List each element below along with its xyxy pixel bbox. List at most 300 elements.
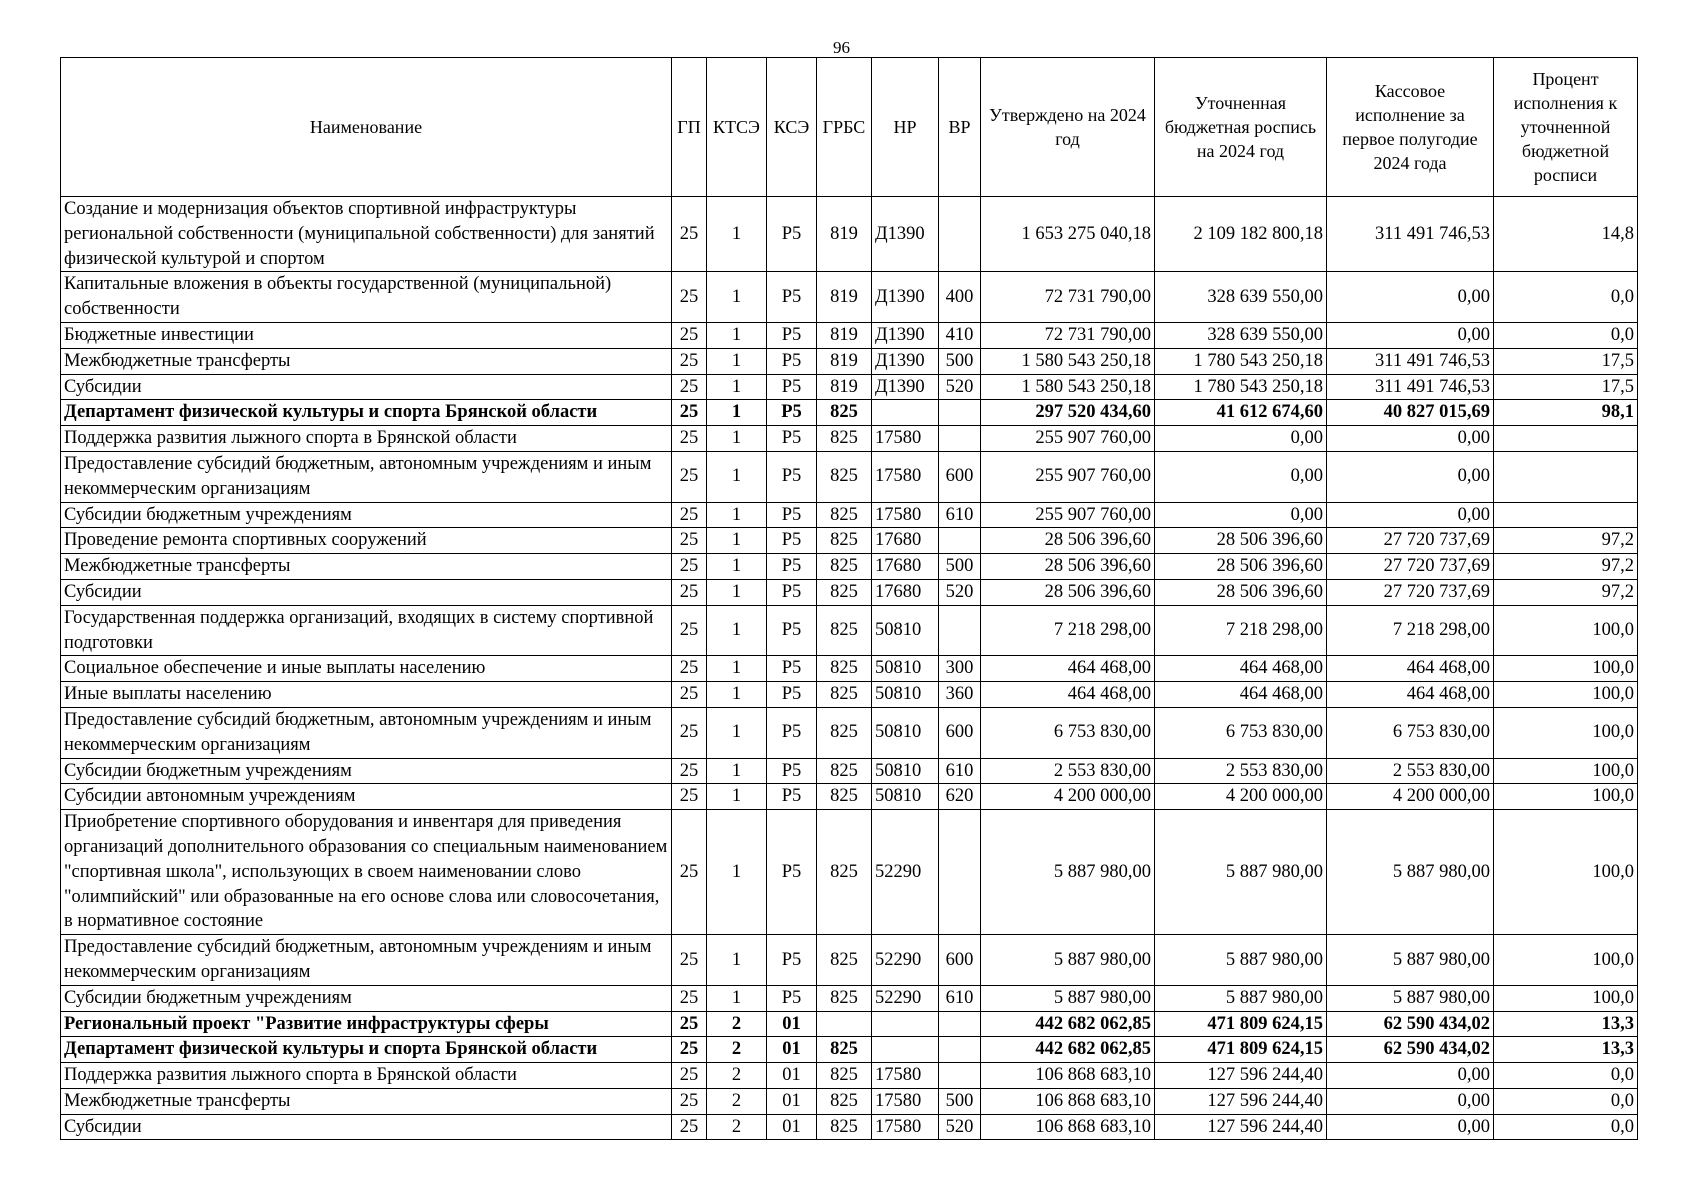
cell-ktse: 1 — [707, 322, 767, 348]
cell-nr — [872, 400, 939, 426]
header-nr: НР — [872, 58, 939, 197]
cell-name: Капитальные вложения в объекты государственной (муниципальной) собственности — [61, 272, 672, 323]
cell-cash: 62 590 434,02 — [1327, 1037, 1494, 1063]
cell-percent: 100,0 — [1494, 682, 1638, 708]
cell-refined: 127 596 244,40 — [1155, 1088, 1327, 1114]
cell-gp: 25 — [672, 374, 707, 400]
cell-approved: 442 682 062,85 — [981, 1011, 1155, 1037]
cell-nr: Д1390 — [872, 272, 939, 323]
table-row — [61, 1114, 1638, 1140]
cell-name: Предоставление субсидий бюджетным, автономным учреждениям и иным некоммерческим организациям — [61, 707, 672, 758]
cell-grbs: 825 — [817, 1114, 872, 1140]
cell-kse: Р5 — [767, 707, 817, 758]
cell-kse: Р5 — [767, 784, 817, 810]
cell-kse: 01 — [767, 1011, 817, 1037]
budget-table — [60, 57, 1638, 1140]
cell-gp: 25 — [672, 579, 707, 605]
cell-refined: 127 596 244,40 — [1155, 1114, 1327, 1140]
cell-nr: 50810 — [872, 656, 939, 682]
cell-approved: 2 553 830,00 — [981, 758, 1155, 784]
cell-name: Субсидии автономным учреждениям — [61, 784, 672, 810]
cell-percent: 0,0 — [1494, 1114, 1638, 1140]
cell-ktse: 1 — [707, 197, 767, 272]
cell-ktse: 1 — [707, 985, 767, 1011]
cell-kse: Р5 — [767, 682, 817, 708]
cell-cash: 40 827 015,69 — [1327, 400, 1494, 426]
cell-refined: 0,00 — [1155, 451, 1327, 502]
cell-approved: 5 887 980,00 — [981, 985, 1155, 1011]
cell-approved: 106 868 683,10 — [981, 1114, 1155, 1140]
cell-ktse: 1 — [707, 528, 767, 554]
cell-kse: Р5 — [767, 579, 817, 605]
cell-percent — [1494, 451, 1638, 502]
cell-refined: 464 468,00 — [1155, 682, 1327, 708]
cell-ktse: 1 — [707, 707, 767, 758]
table-row — [61, 579, 1638, 605]
cell-refined: 2 109 182 800,18 — [1155, 197, 1327, 272]
cell-grbs: 819 — [817, 272, 872, 323]
cell-percent: 98,1 — [1494, 400, 1638, 426]
cell-percent: 0,0 — [1494, 322, 1638, 348]
cell-approved: 5 887 980,00 — [981, 935, 1155, 986]
cell-kse: Р5 — [767, 400, 817, 426]
cell-gp: 25 — [672, 1011, 707, 1037]
cell-kse: Р5 — [767, 810, 817, 935]
cell-cash: 0,00 — [1327, 426, 1494, 452]
cell-kse: Р5 — [767, 985, 817, 1011]
cell-percent: 100,0 — [1494, 707, 1638, 758]
cell-nr: 52290 — [872, 935, 939, 986]
cell-nr: 50810 — [872, 682, 939, 708]
cell-kse: Р5 — [767, 322, 817, 348]
cell-grbs: 825 — [817, 1063, 872, 1089]
cell-ktse: 1 — [707, 374, 767, 400]
table-row — [61, 400, 1638, 426]
cell-refined: 0,00 — [1155, 426, 1327, 452]
cell-refined: 5 887 980,00 — [1155, 935, 1327, 986]
cell-cash: 0,00 — [1327, 1114, 1494, 1140]
cell-grbs: 819 — [817, 322, 872, 348]
cell-kse: Р5 — [767, 554, 817, 580]
cell-refined: 28 506 396,60 — [1155, 579, 1327, 605]
cell-refined: 6 753 830,00 — [1155, 707, 1327, 758]
cell-ktse: 1 — [707, 272, 767, 323]
header-gp: ГП — [672, 58, 707, 197]
cell-name: Межбюджетные трансферты — [61, 348, 672, 374]
cell-percent: 0,0 — [1494, 272, 1638, 323]
cell-grbs: 819 — [817, 197, 872, 272]
cell-grbs: 825 — [817, 426, 872, 452]
cell-name: Межбюджетные трансферты — [61, 1088, 672, 1114]
cell-vr — [939, 528, 981, 554]
cell-grbs: 825 — [817, 985, 872, 1011]
cell-gp: 25 — [672, 656, 707, 682]
cell-refined: 5 887 980,00 — [1155, 985, 1327, 1011]
table-row — [61, 426, 1638, 452]
cell-cash: 7 218 298,00 — [1327, 605, 1494, 656]
table-row — [61, 554, 1638, 580]
cell-refined: 28 506 396,60 — [1155, 554, 1327, 580]
cell-ktse: 1 — [707, 426, 767, 452]
cell-grbs: 825 — [817, 528, 872, 554]
cell-kse: Р5 — [767, 656, 817, 682]
header-kse: КСЭ — [767, 58, 817, 197]
cell-kse: Р5 — [767, 502, 817, 528]
table-row — [61, 605, 1638, 656]
cell-grbs: 825 — [817, 502, 872, 528]
cell-approved: 1 580 543 250,18 — [981, 348, 1155, 374]
cell-refined: 0,00 — [1155, 502, 1327, 528]
cell-approved: 1 653 275 040,18 — [981, 197, 1155, 272]
cell-cash: 0,00 — [1327, 1088, 1494, 1114]
cell-percent: 13,3 — [1494, 1037, 1638, 1063]
cell-gp: 25 — [672, 272, 707, 323]
cell-name: Субсидии бюджетным учреждениям — [61, 985, 672, 1011]
cell-name: Субсидии бюджетным учреждениям — [61, 758, 672, 784]
cell-vr: 610 — [939, 758, 981, 784]
cell-nr: 50810 — [872, 784, 939, 810]
cell-kse: Р5 — [767, 451, 817, 502]
cell-grbs: 819 — [817, 348, 872, 374]
table-row — [61, 707, 1638, 758]
cell-gp: 25 — [672, 322, 707, 348]
cell-vr: 500 — [939, 348, 981, 374]
cell-percent: 100,0 — [1494, 656, 1638, 682]
cell-percent: 97,2 — [1494, 528, 1638, 554]
cell-vr: 300 — [939, 656, 981, 682]
cell-grbs: 825 — [817, 1088, 872, 1114]
cell-approved: 464 468,00 — [981, 656, 1155, 682]
cell-percent — [1494, 426, 1638, 452]
cell-approved: 28 506 396,60 — [981, 554, 1155, 580]
cell-refined: 328 639 550,00 — [1155, 322, 1327, 348]
cell-name: Поддержка развития лыжного спорта в Брянской области — [61, 1063, 672, 1089]
cell-refined: 127 596 244,40 — [1155, 1063, 1327, 1089]
header-ktse: КТСЭ — [707, 58, 767, 197]
cell-grbs: 825 — [817, 784, 872, 810]
cell-percent: 0,0 — [1494, 1088, 1638, 1114]
cell-vr: 600 — [939, 451, 981, 502]
cell-refined: 41 612 674,60 — [1155, 400, 1327, 426]
cell-gp: 25 — [672, 451, 707, 502]
cell-nr: 50810 — [872, 707, 939, 758]
cell-cash: 0,00 — [1327, 502, 1494, 528]
table-row — [61, 502, 1638, 528]
cell-nr: 17580 — [872, 451, 939, 502]
table-row — [61, 348, 1638, 374]
cell-vr: 500 — [939, 1088, 981, 1114]
header-percent: Процент исполнения к уточненной бюджетной росписи — [1494, 58, 1638, 197]
cell-nr: 50810 — [872, 605, 939, 656]
cell-gp: 25 — [672, 426, 707, 452]
header-approved: Утверждено на 2024 год — [981, 58, 1155, 197]
table-row — [61, 784, 1638, 810]
cell-gp: 25 — [672, 810, 707, 935]
cell-refined: 28 506 396,60 — [1155, 528, 1327, 554]
cell-percent: 17,5 — [1494, 348, 1638, 374]
cell-gp: 25 — [672, 784, 707, 810]
cell-percent: 14,8 — [1494, 197, 1638, 272]
cell-cash: 27 720 737,69 — [1327, 528, 1494, 554]
cell-ktse: 1 — [707, 656, 767, 682]
cell-cash: 27 720 737,69 — [1327, 579, 1494, 605]
cell-kse: Р5 — [767, 272, 817, 323]
cell-grbs: 825 — [817, 400, 872, 426]
cell-nr: Д1390 — [872, 322, 939, 348]
cell-ktse: 1 — [707, 554, 767, 580]
cell-grbs: 825 — [817, 758, 872, 784]
table-row — [61, 656, 1638, 682]
cell-name: Субсидии — [61, 1114, 672, 1140]
cell-percent: 100,0 — [1494, 605, 1638, 656]
cell-ktse: 1 — [707, 758, 767, 784]
cell-ktse: 1 — [707, 400, 767, 426]
header-vr: ВР — [939, 58, 981, 197]
cell-vr: 500 — [939, 554, 981, 580]
table-row — [61, 1088, 1638, 1114]
cell-cash: 311 491 746,53 — [1327, 197, 1494, 272]
cell-vr: 600 — [939, 707, 981, 758]
cell-cash: 4 200 000,00 — [1327, 784, 1494, 810]
cell-name: Иные выплаты населению — [61, 682, 672, 708]
cell-approved: 6 753 830,00 — [981, 707, 1155, 758]
cell-percent — [1494, 502, 1638, 528]
cell-name: Бюджетные инвестиции — [61, 322, 672, 348]
cell-cash: 62 590 434,02 — [1327, 1011, 1494, 1037]
table-row — [61, 197, 1638, 272]
cell-cash: 0,00 — [1327, 1063, 1494, 1089]
cell-nr: 52290 — [872, 810, 939, 935]
cell-vr — [939, 605, 981, 656]
table-row — [61, 451, 1638, 502]
table-row — [61, 985, 1638, 1011]
cell-gp: 25 — [672, 985, 707, 1011]
cell-name: Социальное обеспечение и иные выплаты населению — [61, 656, 672, 682]
cell-refined: 7 218 298,00 — [1155, 605, 1327, 656]
cell-name: Создание и модернизация объектов спортивной инфраструктуры региональной собственности (муниципальной собственности) для занятий физической культурой и спортом — [61, 197, 672, 272]
cell-cash: 311 491 746,53 — [1327, 348, 1494, 374]
cell-gp: 25 — [672, 1114, 707, 1140]
cell-name: Предоставление субсидий бюджетным, автономным учреждениям и иным некоммерческим организациям — [61, 451, 672, 502]
cell-ktse: 2 — [707, 1088, 767, 1114]
cell-cash: 27 720 737,69 — [1327, 554, 1494, 580]
cell-gp: 25 — [672, 1037, 707, 1063]
cell-nr: 17580 — [872, 502, 939, 528]
page-number: 96 — [833, 38, 850, 57]
header-grbs: ГРБС — [817, 58, 872, 197]
cell-gp: 25 — [672, 400, 707, 426]
cell-nr: Д1390 — [872, 197, 939, 272]
cell-approved: 7 218 298,00 — [981, 605, 1155, 656]
cell-gp: 25 — [672, 1088, 707, 1114]
cell-kse: Р5 — [767, 426, 817, 452]
cell-nr: 17680 — [872, 528, 939, 554]
cell-approved: 72 731 790,00 — [981, 322, 1155, 348]
cell-refined: 1 780 543 250,18 — [1155, 348, 1327, 374]
cell-approved: 5 887 980,00 — [981, 810, 1155, 935]
cell-nr: 17580 — [872, 1088, 939, 1114]
table-row — [61, 374, 1638, 400]
cell-gp: 25 — [672, 528, 707, 554]
cell-gp: 25 — [672, 682, 707, 708]
cell-vr — [939, 810, 981, 935]
cell-cash: 311 491 746,53 — [1327, 374, 1494, 400]
cell-ktse: 1 — [707, 579, 767, 605]
cell-approved: 464 468,00 — [981, 682, 1155, 708]
cell-gp: 25 — [672, 554, 707, 580]
cell-kse: 01 — [767, 1088, 817, 1114]
cell-kse: 01 — [767, 1114, 817, 1140]
table-header — [61, 58, 1638, 197]
cell-grbs: 825 — [817, 554, 872, 580]
cell-ktse: 1 — [707, 605, 767, 656]
cell-nr: 17580 — [872, 1114, 939, 1140]
cell-vr: 520 — [939, 1114, 981, 1140]
cell-vr — [939, 400, 981, 426]
cell-cash: 5 887 980,00 — [1327, 935, 1494, 986]
cell-refined: 471 809 624,15 — [1155, 1037, 1327, 1063]
table-row — [61, 1037, 1638, 1063]
table-row — [61, 1063, 1638, 1089]
cell-grbs: 825 — [817, 935, 872, 986]
table-row — [61, 272, 1638, 323]
cell-nr: 17580 — [872, 1063, 939, 1089]
cell-vr — [939, 197, 981, 272]
cell-gp: 25 — [672, 758, 707, 784]
cell-vr: 620 — [939, 784, 981, 810]
cell-percent: 100,0 — [1494, 758, 1638, 784]
cell-refined: 4 200 000,00 — [1155, 784, 1327, 810]
cell-gp: 25 — [672, 502, 707, 528]
cell-approved: 106 868 683,10 — [981, 1088, 1155, 1114]
cell-gp: 25 — [672, 707, 707, 758]
cell-kse: Р5 — [767, 374, 817, 400]
header-refined: Уточненная бюджетная роспись на 2024 год — [1155, 58, 1327, 197]
table-row — [61, 528, 1638, 554]
table-row — [61, 758, 1638, 784]
cell-gp: 25 — [672, 935, 707, 986]
cell-nr — [872, 1037, 939, 1063]
cell-refined: 328 639 550,00 — [1155, 272, 1327, 323]
cell-grbs: 825 — [817, 579, 872, 605]
cell-percent: 0,0 — [1494, 1063, 1638, 1089]
cell-name: Субсидии — [61, 374, 672, 400]
cell-ktse: 1 — [707, 935, 767, 986]
cell-vr: 600 — [939, 935, 981, 986]
cell-grbs: 825 — [817, 707, 872, 758]
cell-cash: 5 887 980,00 — [1327, 810, 1494, 935]
cell-ktse: 1 — [707, 348, 767, 374]
cell-kse: 01 — [767, 1037, 817, 1063]
cell-gp: 25 — [672, 197, 707, 272]
cell-grbs: 825 — [817, 656, 872, 682]
cell-approved: 1 580 543 250,18 — [981, 374, 1155, 400]
cell-kse: Р5 — [767, 528, 817, 554]
cell-vr — [939, 1037, 981, 1063]
cell-kse: Р5 — [767, 758, 817, 784]
cell-vr — [939, 1011, 981, 1037]
cell-name: Региональный проект "Развитие инфраструктуры сферы — [61, 1011, 672, 1037]
cell-refined: 5 887 980,00 — [1155, 810, 1327, 935]
cell-grbs: 825 — [817, 451, 872, 502]
cell-ktse: 1 — [707, 502, 767, 528]
cell-name: Приобретение спортивного оборудования и инвентаря для приведения организаций дополнительного образования со специальным наименованием "спортивная школа", использующих в своем наименовании слово "олимпийский" или образованные на его основе слова или словосочетания, в нормативное состояние — [61, 810, 672, 935]
cell-refined: 471 809 624,15 — [1155, 1011, 1327, 1037]
cell-percent: 17,5 — [1494, 374, 1638, 400]
cell-approved: 28 506 396,60 — [981, 579, 1155, 605]
cell-grbs: 825 — [817, 810, 872, 935]
cell-refined: 464 468,00 — [1155, 656, 1327, 682]
cell-kse: Р5 — [767, 197, 817, 272]
cell-name: Департамент физической культуры и спорта Брянской области — [61, 1037, 672, 1063]
cell-approved: 28 506 396,60 — [981, 528, 1155, 554]
cell-approved: 255 907 760,00 — [981, 451, 1155, 502]
cell-grbs: 825 — [817, 605, 872, 656]
table-body — [61, 197, 1638, 1140]
cell-name: Межбюджетные трансферты — [61, 554, 672, 580]
cell-kse: Р5 — [767, 605, 817, 656]
cell-cash: 0,00 — [1327, 322, 1494, 348]
cell-approved: 4 200 000,00 — [981, 784, 1155, 810]
cell-approved: 297 520 434,60 — [981, 400, 1155, 426]
cell-nr — [872, 1011, 939, 1037]
cell-gp: 25 — [672, 605, 707, 656]
table-row — [61, 810, 1638, 935]
cell-name: Предоставление субсидий бюджетным, автономным учреждениям и иным некоммерческим организациям — [61, 935, 672, 986]
cell-refined: 2 553 830,00 — [1155, 758, 1327, 784]
cell-vr: 400 — [939, 272, 981, 323]
cell-nr: 52290 — [872, 985, 939, 1011]
cell-percent: 100,0 — [1494, 985, 1638, 1011]
cell-ktse: 2 — [707, 1011, 767, 1037]
cell-vr: 610 — [939, 985, 981, 1011]
cell-name: Субсидии — [61, 579, 672, 605]
cell-percent: 97,2 — [1494, 554, 1638, 580]
cell-approved: 255 907 760,00 — [981, 502, 1155, 528]
cell-percent: 13,3 — [1494, 1011, 1638, 1037]
header-name: Наименование — [61, 58, 672, 197]
cell-gp: 25 — [672, 1063, 707, 1089]
cell-grbs — [817, 1011, 872, 1037]
table-row — [61, 682, 1638, 708]
cell-ktse: 1 — [707, 810, 767, 935]
cell-gp: 25 — [672, 348, 707, 374]
cell-vr — [939, 426, 981, 452]
cell-name: Проведение ремонта спортивных сооружений — [61, 528, 672, 554]
cell-name: Субсидии бюджетным учреждениям — [61, 502, 672, 528]
cell-ktse: 2 — [707, 1114, 767, 1140]
cell-approved: 442 682 062,85 — [981, 1037, 1155, 1063]
header-row — [61, 58, 1638, 197]
cell-approved: 72 731 790,00 — [981, 272, 1155, 323]
cell-percent: 97,2 — [1494, 579, 1638, 605]
cell-vr — [939, 1063, 981, 1089]
header-cash: Кассовое исполнение за первое полугодие 2024 года — [1327, 58, 1494, 197]
cell-kse: Р5 — [767, 348, 817, 374]
cell-cash: 6 753 830,00 — [1327, 707, 1494, 758]
table-row — [61, 1011, 1638, 1037]
cell-cash: 464 468,00 — [1327, 682, 1494, 708]
cell-grbs: 825 — [817, 682, 872, 708]
cell-ktse: 2 — [707, 1037, 767, 1063]
cell-approved: 106 868 683,10 — [981, 1063, 1155, 1089]
table-row — [61, 935, 1638, 986]
cell-ktse: 2 — [707, 1063, 767, 1089]
cell-grbs: 819 — [817, 374, 872, 400]
cell-ktse: 1 — [707, 682, 767, 708]
table-row — [61, 322, 1638, 348]
cell-nr: 17680 — [872, 579, 939, 605]
